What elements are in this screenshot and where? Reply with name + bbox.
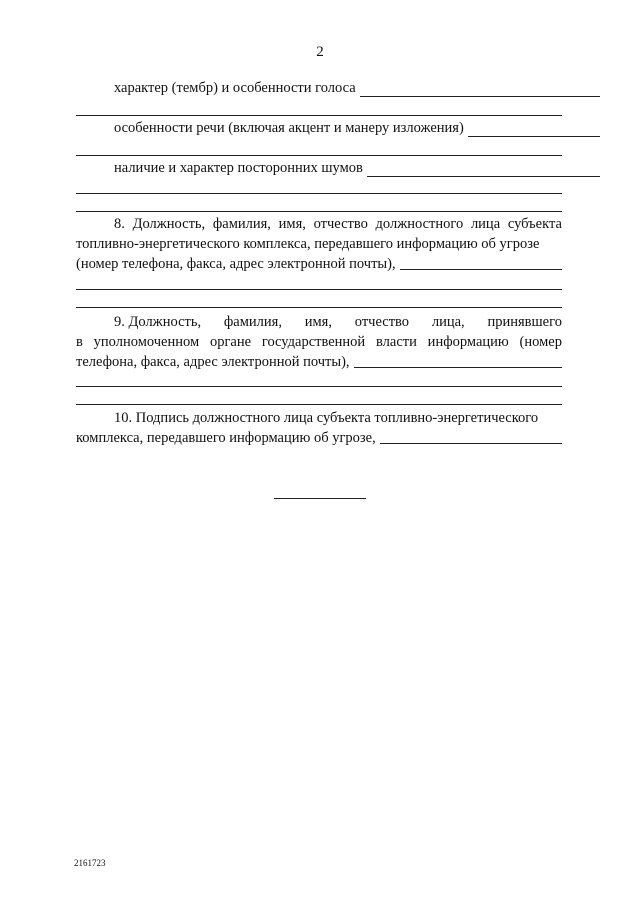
- blank-rule: [76, 211, 562, 212]
- item-9-paragraph: [76, 312, 562, 372]
- item-10-text: комплекса, передавшего информацию об угрозе,: [76, 430, 376, 446]
- item-8-word: фамилия,: [212, 216, 271, 232]
- document-code: 2161723: [74, 858, 106, 868]
- voice-timbre-line: [76, 80, 600, 97]
- signature-blank: [380, 431, 562, 444]
- blank-rule: [76, 289, 562, 290]
- item-9-blank: [354, 355, 562, 368]
- item-8-blank: [400, 257, 562, 270]
- item-8-word: 8.: [114, 216, 125, 232]
- background-noise-line: [76, 160, 600, 177]
- item-9-line-2: [76, 332, 562, 352]
- item-9-word: принявшего: [487, 314, 562, 330]
- item-9-word: имя,: [304, 314, 332, 330]
- item-8-word: должностного: [375, 216, 464, 232]
- item-8-word: имя,: [278, 216, 306, 232]
- blank-rule: [76, 404, 562, 405]
- item-8-word: лица: [470, 216, 501, 232]
- page-number: 2: [316, 44, 324, 60]
- item-8-line-1: [76, 214, 562, 234]
- voice-timbre-blank: [360, 83, 600, 97]
- background-noise-blank: [367, 163, 600, 177]
- item-8-text: топливно-энергетического комплекса, передавшего информацию об угрозе: [76, 236, 540, 252]
- item-10-line-1: [76, 408, 562, 428]
- item-10-line-2: [76, 428, 562, 448]
- blank-rule: [76, 115, 562, 116]
- item-9-text: телефона, факса, адрес электронной почты),: [76, 354, 350, 370]
- background-noise-label: наличие и характер посторонних шумов: [114, 160, 363, 176]
- item-10-paragraph: [76, 408, 562, 448]
- speech-features-blank: [468, 123, 600, 137]
- blank-rule: [76, 155, 562, 156]
- voice-timbre-label: характер (тембр) и особенности голоса: [114, 80, 356, 96]
- item-9-text: в уполномоченном органе государственной власти информацию (номер: [76, 334, 562, 350]
- blank-rule: [76, 307, 562, 308]
- blank-rule: [76, 386, 562, 387]
- item-9-word: отчество: [354, 314, 410, 330]
- item-8-word: отчество: [313, 216, 368, 232]
- item-9-word: 9. Должность,: [114, 314, 202, 330]
- item-8-word: субъекта: [507, 216, 562, 232]
- item-9-line-1: [76, 312, 562, 332]
- item-8-paragraph: [76, 214, 562, 274]
- item-8-line-3: [76, 254, 562, 274]
- item-8-text: (номер телефона, факса, адрес электронной почты),: [76, 256, 396, 272]
- item-9-word: фамилия,: [223, 314, 282, 330]
- speech-features-line: [76, 120, 600, 137]
- speech-features-label: особенности речи (включая акцент и манеру изложения): [114, 120, 464, 136]
- blank-rule: [76, 193, 562, 194]
- item-8-line-2: [76, 234, 562, 254]
- item-10-text: 10. Подпись должностного лица субъекта топливно-энергетического: [114, 410, 539, 426]
- end-of-document-rule: [274, 498, 366, 499]
- item-9-line-3: [76, 352, 562, 372]
- item-9-word: лица,: [431, 314, 465, 330]
- item-8-word: Должность,: [132, 216, 206, 232]
